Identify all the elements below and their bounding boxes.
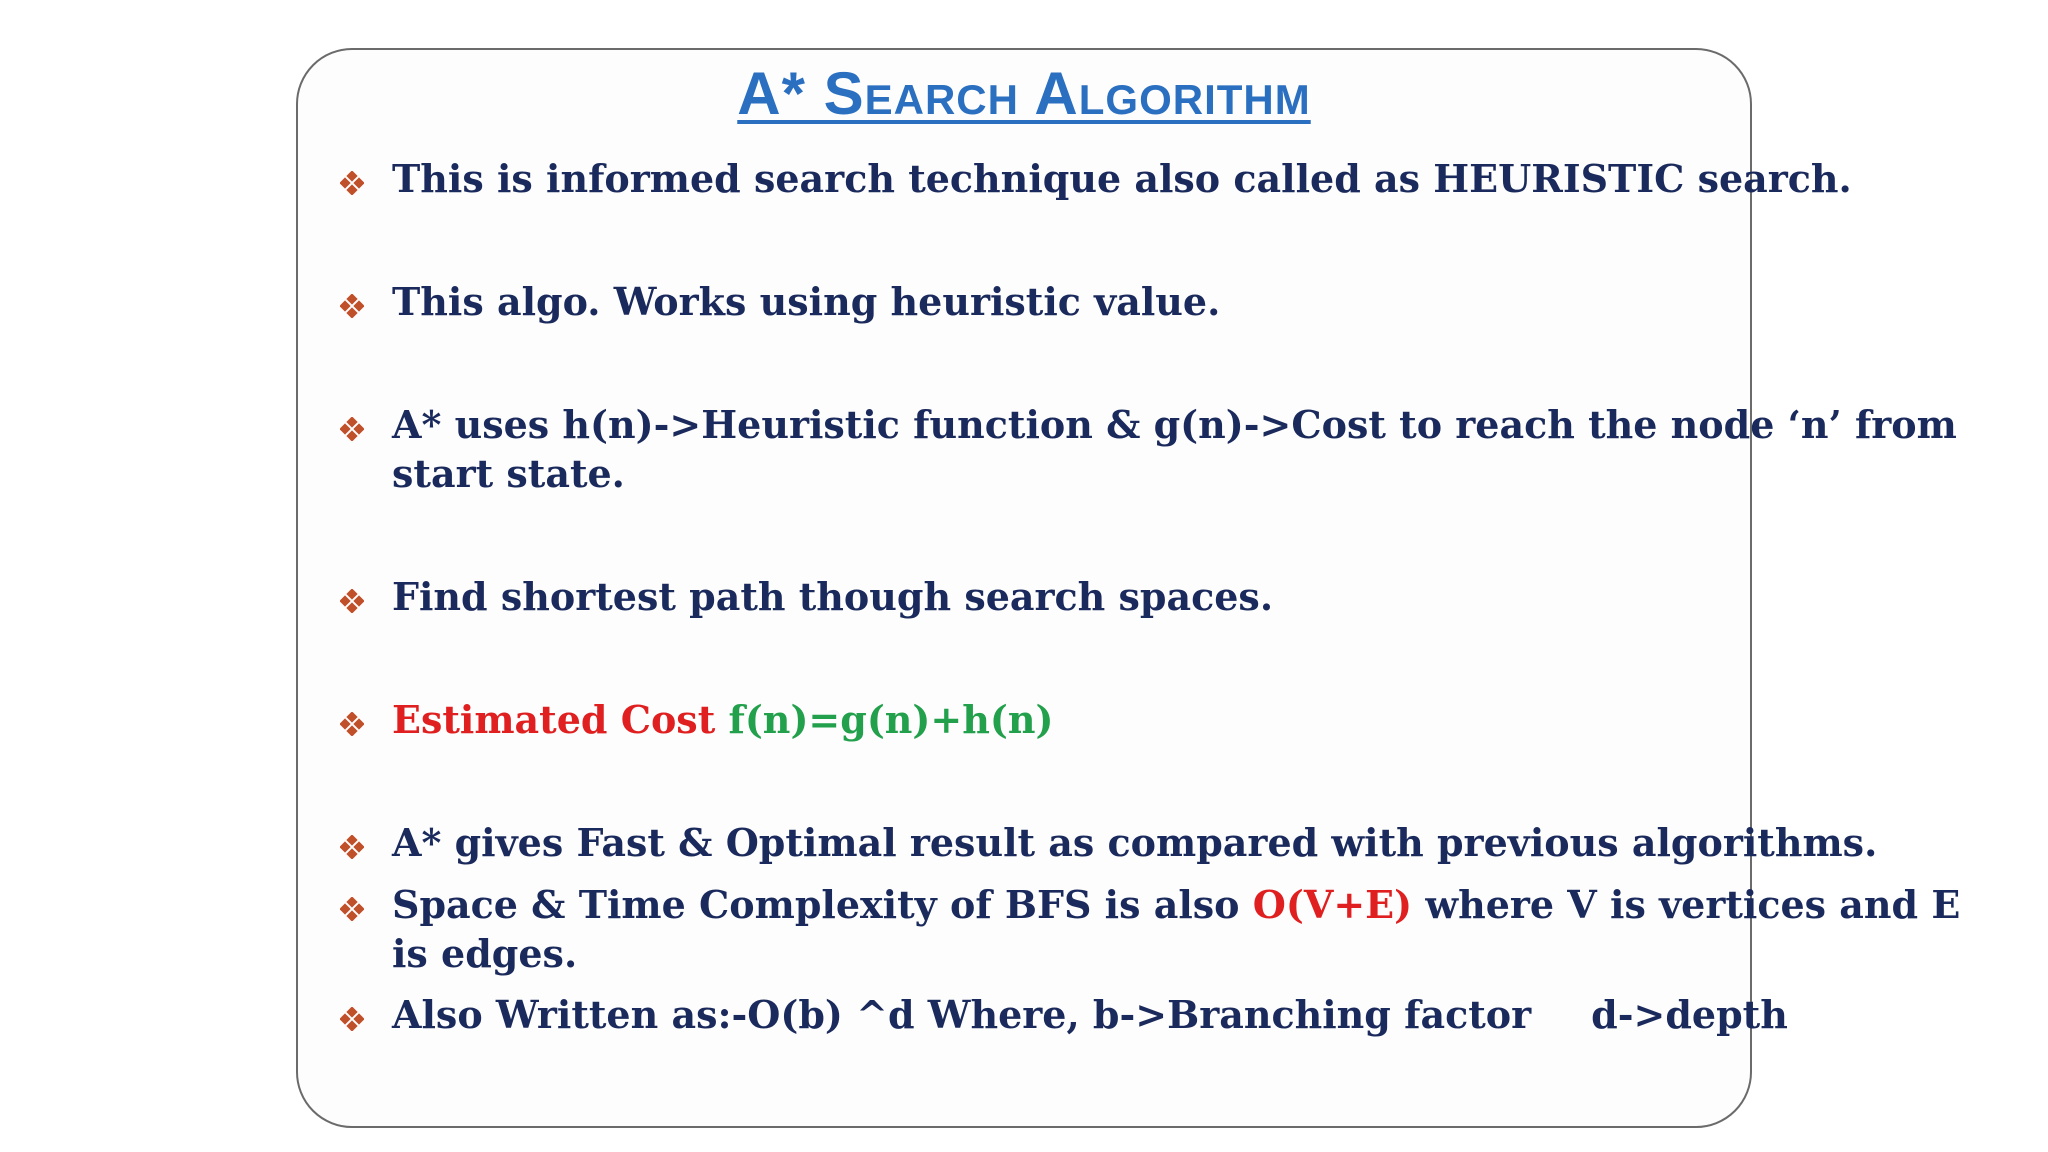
complexity-highlight: O(V+E): [1252, 882, 1413, 927]
bullet-icon: [340, 589, 364, 613]
bullet-item: [340, 154, 1852, 203]
estimated-cost-formula: f(n)=g(n)+h(n): [728, 697, 1054, 742]
bullet-text: This algo. Works using heuristic value.: [392, 279, 1221, 324]
bullet-icon: [340, 1007, 364, 1031]
bullet-item: [340, 880, 1961, 978]
bullet-item: [340, 277, 1760, 326]
bullet-text-line2: start state.: [392, 451, 625, 496]
bullet-icon: [340, 712, 364, 736]
estimated-cost-label: Estimated Cost: [392, 697, 716, 742]
bullet-text-line1: A* uses h(n)->Heuristic function & g(n)->Cost to reach the node ‘n’ from: [392, 402, 1957, 447]
slide-title-text: A* Search Algorithm: [737, 60, 1311, 127]
bullet-text: A* gives Fast & Optimal result as compared with previous algorithms.: [392, 820, 1878, 865]
bullet-text: This is informed search technique also called as HEURISTIC search.: [392, 156, 1852, 201]
bullet-icon: [340, 294, 364, 318]
bullet-item: [340, 818, 1878, 867]
bullet-icon: [340, 417, 364, 441]
complexity-text-pre: Space & Time Complexity of BFS is also: [392, 882, 1253, 927]
bullet-text-line2: is edges.: [392, 931, 578, 976]
depth-text: d->depth: [1591, 992, 1788, 1037]
bullet-item: [340, 990, 1788, 1039]
bullet-item: [340, 400, 1957, 498]
slide-title: [298, 58, 1750, 130]
bullet-icon: [340, 897, 364, 921]
bullet-icon: [340, 171, 364, 195]
bullet-text: Find shortest path though search spaces.: [392, 574, 1274, 619]
bullet-item: [340, 695, 1760, 744]
bullet-icon: [340, 835, 364, 859]
bullet-item: [340, 572, 1760, 621]
complexity-text-post: where V is vertices and E: [1412, 882, 1961, 927]
complexity-formula-text: Also Written as:-O(b) ^d Where, b->Branching factor: [392, 992, 1532, 1037]
